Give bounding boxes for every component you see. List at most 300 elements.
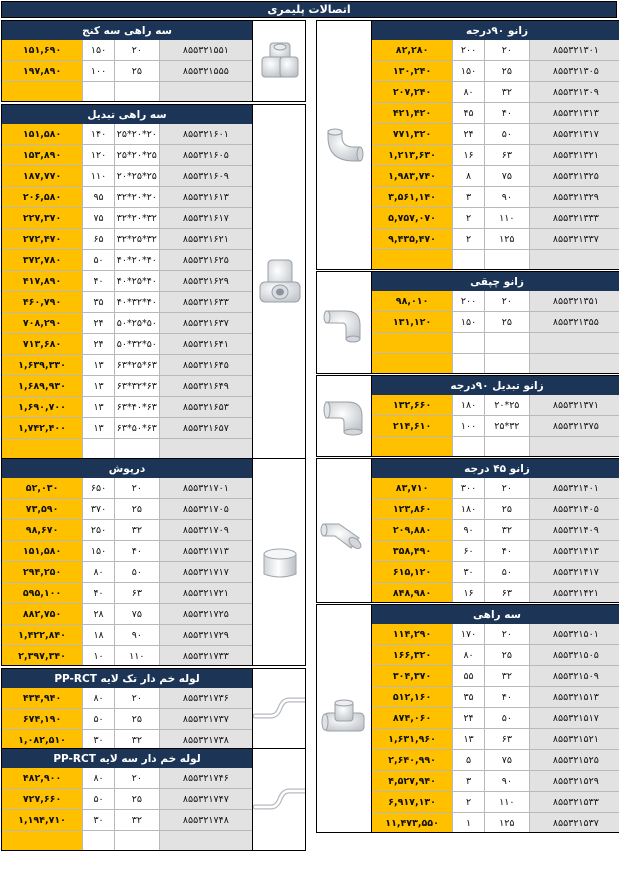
code-cell: ۸۵۵۳۲۱۷۱۷ [159, 562, 252, 582]
table-row [372, 792, 619, 813]
table-row [372, 187, 619, 208]
price-cell: ۱,۶۸۹,۹۳۰ [2, 376, 82, 396]
table-row [372, 750, 619, 771]
code-cell: ۸۵۵۳۲۱۳۳۳ [529, 208, 619, 228]
table-row [372, 61, 619, 82]
price-cell: ۴۸۲,۹۰۰ [2, 768, 82, 788]
size-cell [484, 333, 529, 353]
code-cell [529, 333, 619, 353]
qty-cell: ۲۸ [82, 604, 114, 624]
price-cell: ۶,۹۱۷,۱۳۰ [372, 792, 452, 812]
price-cell: ۷۲۷,۶۶۰ [2, 789, 82, 809]
table-row [372, 103, 619, 124]
qty-cell: ۸۰ [82, 562, 114, 582]
code-cell: ۸۵۵۳۲۱۴۰۹ [529, 520, 619, 540]
qty-cell: ۸۰ [452, 645, 484, 665]
section-table [372, 291, 619, 374]
qty-cell: ۱۰ [82, 646, 114, 666]
corner-tee-fitting-icon [252, 21, 306, 101]
price-cell: ۱,۰۸۲,۵۱۰ [2, 730, 82, 750]
qty-cell: ۷۵ [82, 208, 114, 228]
price-cell: ۲۰۹,۸۸۰ [372, 520, 452, 540]
price-cell [2, 439, 82, 459]
qty-cell: ۶۵ [82, 229, 114, 249]
table-row [2, 292, 252, 313]
price-cell: ۲,۶۴۰,۹۹۰ [372, 750, 452, 770]
table-row [372, 645, 619, 666]
table-row [372, 583, 619, 603]
price-cell: ۴,۵۲۷,۹۴۰ [372, 771, 452, 791]
table-row [372, 208, 619, 229]
elbow90-section [316, 20, 619, 270]
qty-cell: ۵۵ [452, 666, 484, 686]
section-header: زانو چپقی [372, 272, 619, 291]
size-cell: ۳۲ [484, 666, 529, 686]
size-cell: ۹۰ [484, 771, 529, 791]
table-row [372, 354, 619, 374]
price-cell: ۴۱۷,۸۹۰ [2, 271, 82, 291]
price-cell: ۸۲,۲۸۰ [372, 40, 452, 60]
price-cell [372, 250, 452, 270]
section-header: زانو ۹۰درجه [372, 21, 619, 40]
elbow-45-fitting-icon [317, 459, 372, 602]
table-row [2, 271, 252, 292]
size-cell: ۲۵*۲۰*۲۵ [114, 145, 159, 165]
price-cell: ۴۶۰,۷۹۰ [2, 292, 82, 312]
qty-cell: ۹۰ [452, 520, 484, 540]
street-elbow-fitting-icon [317, 272, 372, 373]
size-cell: ۲۰ [114, 688, 159, 708]
code-cell: ۸۵۵۳۲۱۵۰۱ [529, 624, 619, 644]
size-cell: ۶۳ [114, 583, 159, 603]
table-row [372, 333, 619, 354]
code-cell [159, 82, 252, 102]
qty-cell [452, 437, 484, 457]
qty-cell: ۱۸۰ [452, 395, 484, 415]
qty-cell [452, 250, 484, 270]
code-cell: ۸۵۵۳۲۱۴۱۷ [529, 562, 619, 582]
code-cell: ۸۵۵۳۲۱۳۳۷ [529, 229, 619, 249]
size-cell: ۲۰ [484, 478, 529, 498]
code-cell: ۸۵۵۳۲۱۶۱۷ [159, 208, 252, 228]
code-cell: ۸۵۵۳۲۱۶۰۵ [159, 145, 252, 165]
code-cell: ۸۵۵۳۲۱۵۲۱ [529, 729, 619, 749]
qty-cell: ۵ [452, 750, 484, 770]
table-row [372, 312, 619, 333]
qty-cell: ۲۰۰ [452, 40, 484, 60]
code-cell: ۸۵۵۳۲۱۵۳۳ [529, 792, 619, 812]
reducing-elbow-fitting-icon [317, 376, 372, 456]
code-cell: ۸۵۵۳۲۱۵۳۷ [529, 813, 619, 833]
size-cell: ۲۵ [114, 709, 159, 729]
reducing-tee-section [1, 104, 306, 459]
section-header: سه راهی تبدیل [2, 105, 252, 124]
size-cell: ۲۵*۲۰ [484, 395, 529, 415]
price-cell: ۲۰۶,۵۸۰ [2, 187, 82, 207]
qty-cell: ۱۶ [452, 145, 484, 165]
qty-cell: ۱۳ [82, 376, 114, 396]
size-cell [484, 250, 529, 270]
qty-cell: ۱۸ [82, 625, 114, 645]
size-cell: ۷۵ [484, 166, 529, 186]
price-cell: ۷۱۳,۶۸۰ [2, 334, 82, 354]
qty-cell: ۳۰۰ [452, 478, 484, 498]
qty-cell: ۲۵۰ [82, 520, 114, 540]
code-cell: ۸۵۵۳۲۱۷۲۹ [159, 625, 252, 645]
tee-corner-section [1, 20, 306, 102]
size-cell: ۱۱۰ [484, 208, 529, 228]
size-cell: ۶۳ [484, 583, 529, 603]
code-cell: ۸۵۵۳۲۱۶۲۵ [159, 250, 252, 270]
qty-cell [452, 333, 484, 353]
table-row [2, 646, 252, 666]
qty-cell [82, 831, 114, 851]
table-row [372, 229, 619, 250]
price-cell: ۱۹۷,۸۹۰ [2, 61, 82, 81]
table-row [372, 687, 619, 708]
table-row [2, 730, 252, 750]
table-row [372, 478, 619, 499]
cap-fitting-icon [252, 459, 306, 665]
price-cell: ۲,۳۹۷,۳۴۰ [2, 646, 82, 666]
table-row [372, 520, 619, 541]
price-cell: ۱,۶۳۱,۹۶۰ [372, 729, 452, 749]
elbow-street-section [316, 271, 619, 374]
price-cell: ۱۳۰,۲۴۰ [372, 61, 452, 81]
size-cell: ۹۰ [484, 187, 529, 207]
price-cell: ۲۰۷,۲۴۰ [372, 82, 452, 102]
qty-cell: ۱۰۰ [452, 416, 484, 436]
size-cell [114, 831, 159, 851]
qty-cell: ۸۰ [452, 82, 484, 102]
price-cell: ۱۸۷,۷۷۰ [2, 166, 82, 186]
code-cell: ۸۵۵۳۲۱۶۴۹ [159, 376, 252, 396]
price-cell: ۳۷۲,۷۸۰ [2, 250, 82, 270]
size-cell [114, 439, 159, 459]
table-row [2, 768, 252, 789]
code-cell: ۸۵۵۳۲۱۵۲۹ [529, 771, 619, 791]
price-cell: ۱۶۶,۳۲۰ [372, 645, 452, 665]
code-cell: ۸۵۵۳۲۱۳۰۵ [529, 61, 619, 81]
table-row [372, 40, 619, 61]
section-table [2, 688, 252, 750]
size-cell: ۴۰*۲۵*۴۰ [114, 271, 159, 291]
code-cell: ۸۵۵۳۲۱۵۵۱ [159, 40, 252, 60]
code-cell: ۸۵۵۳۲۱۷۲۵ [159, 604, 252, 624]
code-cell: ۸۵۵۳۲۱۳۱۳ [529, 103, 619, 123]
price-cell [2, 82, 82, 102]
size-cell: ۳۲*۲۰*۳۲ [114, 208, 159, 228]
price-cell: ۱۲۳,۸۶۰ [372, 499, 452, 519]
code-cell: ۸۵۵۳۲۱۳۰۱ [529, 40, 619, 60]
price-cell [372, 333, 452, 353]
size-cell [484, 354, 529, 374]
code-cell: ۸۵۵۳۲۱۳۲۹ [529, 187, 619, 207]
code-cell [529, 250, 619, 270]
qty-cell: ۶۰ [452, 541, 484, 561]
price-cell [372, 437, 452, 457]
size-cell: ۲۵ [484, 61, 529, 81]
table-row [372, 624, 619, 645]
size-cell: ۲۰ [484, 40, 529, 60]
section-table [372, 395, 619, 457]
size-cell: ۳۲ [484, 82, 529, 102]
size-cell [114, 82, 159, 102]
size-cell: ۶۳*۴۰*۶۳ [114, 397, 159, 417]
table-row [2, 831, 252, 851]
reducing-tee-fitting-icon [252, 105, 306, 458]
size-cell: ۴۰*۳۲*۴۰ [114, 292, 159, 312]
table-row [2, 418, 252, 439]
qty-cell [452, 354, 484, 374]
qty-cell: ۳۰ [452, 562, 484, 582]
qty-cell: ۱۳ [82, 397, 114, 417]
qty-cell: ۸۰ [82, 768, 114, 788]
section-header: لوله خم دار تک لایه PP-RCT [2, 669, 252, 688]
price-cell: ۱,۹۸۳,۷۴۰ [372, 166, 452, 186]
price-cell: ۱۵۳,۸۹۰ [2, 145, 82, 165]
table-row [2, 355, 252, 376]
qty-cell: ۵۰ [82, 709, 114, 729]
qty-cell: ۳۵ [452, 687, 484, 707]
table-row [2, 810, 252, 831]
qty-cell: ۳ [452, 771, 484, 791]
section-table [372, 40, 619, 270]
code-cell: ۸۵۵۳۲۱۶۱۳ [159, 187, 252, 207]
table-row [372, 437, 619, 457]
size-cell: ۵۰ [484, 562, 529, 582]
price-cell: ۱۱,۴۷۳,۵۵۰ [372, 813, 452, 833]
price-cell: ۷۰۸,۲۹۰ [2, 313, 82, 333]
table-row [2, 376, 252, 397]
size-cell: ۱۲۵ [484, 229, 529, 249]
size-cell: ۴۰ [484, 541, 529, 561]
table-row [2, 478, 252, 499]
code-cell: ۸۵۵۳۲۱۷۲۱ [159, 583, 252, 603]
qty-cell: ۱۳ [452, 729, 484, 749]
price-cell: ۱,۶۹۰,۷۰۰ [2, 397, 82, 417]
price-cell: ۴۳۴,۹۴۰ [2, 688, 82, 708]
table-row [372, 395, 619, 416]
price-cell: ۱,۱۹۴,۷۱۰ [2, 810, 82, 830]
size-cell: ۳۲*۲۵ [484, 416, 529, 436]
equal-tee-fitting-icon [317, 605, 372, 832]
qty-cell: ۱۰۰ [82, 61, 114, 81]
qty-cell: ۳۵ [82, 292, 114, 312]
bent-pipe-icon [252, 669, 306, 749]
table-row [2, 541, 252, 562]
code-cell: ۸۵۵۳۲۱۳۵۵ [529, 312, 619, 332]
size-cell: ۷۵ [114, 604, 159, 624]
table-row [2, 789, 252, 810]
code-cell: ۸۵۵۳۲۱۵۱۷ [529, 708, 619, 728]
table-row [372, 166, 619, 187]
price-cell: ۹۸,۶۷۰ [2, 520, 82, 540]
code-cell: ۸۵۵۳۲۱۷۰۹ [159, 520, 252, 540]
table-row [372, 771, 619, 792]
price-cell: ۱۱۴,۲۹۰ [372, 624, 452, 644]
table-row [2, 709, 252, 730]
page-title: اتصالات پلیمری [1, 1, 617, 18]
code-cell: ۸۵۵۳۲۱۳۵۱ [529, 291, 619, 311]
table-row [372, 541, 619, 562]
code-cell: ۸۵۵۳۲۱۵۵۵ [159, 61, 252, 81]
size-cell: ۲۵ [114, 499, 159, 519]
elbow-90-fitting-icon [317, 21, 372, 269]
price-cell: ۱۵۱,۶۹۰ [2, 40, 82, 60]
code-cell: ۸۵۵۳۲۱۳۲۵ [529, 166, 619, 186]
qty-cell: ۶۵۰ [82, 478, 114, 498]
code-cell [159, 439, 252, 459]
qty-cell: ۲۴ [452, 124, 484, 144]
size-cell: ۳۲ [484, 520, 529, 540]
table-row [372, 666, 619, 687]
table-row [372, 499, 619, 520]
section-table [372, 624, 619, 833]
price-cell: ۱,۶۳۹,۳۳۰ [2, 355, 82, 375]
qty-cell: ۱۵۰ [452, 61, 484, 81]
elbow45-section [316, 458, 619, 603]
qty-cell: ۱۴۰ [82, 124, 114, 144]
table-row [2, 61, 252, 82]
size-cell: ۳۲ [114, 730, 159, 750]
qty-cell: ۵۰ [82, 789, 114, 809]
table-row [372, 250, 619, 270]
table-row [372, 291, 619, 312]
table-row [372, 82, 619, 103]
code-cell: ۸۵۵۳۲۱۴۰۱ [529, 478, 619, 498]
qty-cell: ۱۷۰ [452, 624, 484, 644]
price-cell: ۶۷۴,۱۹۰ [2, 709, 82, 729]
size-cell: ۵۰ [114, 562, 159, 582]
code-cell: ۸۵۵۳۲۱۳۷۵ [529, 416, 619, 436]
bent-triple-section [1, 748, 306, 851]
price-cell: ۸۷۴,۰۶۰ [372, 708, 452, 728]
size-cell: ۶۳*۳۲*۶۳ [114, 376, 159, 396]
table-row [372, 562, 619, 583]
size-cell: ۲۵ [114, 789, 159, 809]
table-row [2, 334, 252, 355]
section-table [2, 478, 252, 666]
code-cell: ۸۵۵۳۲۱۵۱۳ [529, 687, 619, 707]
size-cell: ۵۰ [484, 708, 529, 728]
qty-cell: ۳ [452, 187, 484, 207]
table-row [372, 708, 619, 729]
code-cell: ۸۵۵۳۲۱۶۴۱ [159, 334, 252, 354]
code-cell: ۸۵۵۳۲۱۵۰۹ [529, 666, 619, 686]
section-table [372, 478, 619, 603]
price-cell: ۷۳,۵۹۰ [2, 499, 82, 519]
code-cell: ۸۵۵۳۲۱۴۲۱ [529, 583, 619, 603]
price-cell: ۵,۷۵۷,۰۷۰ [372, 208, 452, 228]
table-row [372, 813, 619, 833]
price-cell: ۲۷۲,۴۷۰ [2, 229, 82, 249]
qty-cell: ۲۴ [82, 313, 114, 333]
size-cell: ۶۳ [484, 145, 529, 165]
price-cell: ۱۳۱,۱۲۰ [372, 312, 452, 332]
size-cell: ۱۱۰ [484, 792, 529, 812]
price-cell [2, 831, 82, 851]
price-cell: ۲۱۴,۶۱۰ [372, 416, 452, 436]
code-cell: ۸۵۵۳۲۱۶۰۹ [159, 166, 252, 186]
section-table [2, 124, 252, 459]
table-row [2, 562, 252, 583]
qty-cell: ۳۰ [82, 810, 114, 830]
code-cell: ۸۵۵۳۲۱۳۰۹ [529, 82, 619, 102]
section-header: لوله خم دار سه لایه PP-RCT [2, 749, 252, 768]
table-row [2, 250, 252, 271]
size-cell: ۶۳ [484, 729, 529, 749]
table-row [2, 82, 252, 102]
table-row [2, 40, 252, 61]
price-cell: ۷۷۱,۳۲۰ [372, 124, 452, 144]
table-row [2, 229, 252, 250]
qty-cell: ۲۰۰ [452, 291, 484, 311]
price-cell: ۸۴۸,۹۸۰ [372, 583, 452, 603]
code-cell: ۸۵۵۳۲۱۷۳۶ [159, 688, 252, 708]
price-cell: ۴۲۱,۴۲۰ [372, 103, 452, 123]
size-cell: ۲۰ [114, 478, 159, 498]
code-cell: ۸۵۵۳۲۱۷۰۱ [159, 478, 252, 498]
size-cell: ۲۰ [484, 624, 529, 644]
price-cell: ۳۰۴,۳۷۰ [372, 666, 452, 686]
code-cell: ۸۵۵۳۲۱۶۳۳ [159, 292, 252, 312]
section-header: درپوش [2, 459, 252, 478]
code-cell [159, 831, 252, 851]
code-cell: ۸۵۵۳۲۱۷۱۳ [159, 541, 252, 561]
code-cell: ۸۵۵۳۲۱۳۲۱ [529, 145, 619, 165]
size-cell: ۲۰*۲۰*۲۵ [114, 124, 159, 144]
code-cell: ۸۵۵۳۲۱۷۰۵ [159, 499, 252, 519]
qty-cell: ۳۰ [82, 730, 114, 750]
table-row [2, 625, 252, 646]
section-header: زانو تبدیل ۹۰درجه [372, 376, 619, 395]
price-cell: ۳۵۸,۴۹۰ [372, 541, 452, 561]
qty-cell: ۱۶ [452, 583, 484, 603]
code-cell: ۸۵۵۳۲۱۶۴۵ [159, 355, 252, 375]
table-row [2, 439, 252, 459]
size-cell: ۲۵ [484, 499, 529, 519]
size-cell: ۲۵ [484, 645, 529, 665]
size-cell: ۹۰ [114, 625, 159, 645]
section-table [2, 768, 252, 851]
qty-cell: ۴۵ [452, 103, 484, 123]
price-cell: ۶۱۵,۱۲۰ [372, 562, 452, 582]
code-cell: ۸۵۵۳۲۱۵۲۵ [529, 750, 619, 770]
price-cell: ۸۸۲,۷۵۰ [2, 604, 82, 624]
size-cell: ۵۰ [484, 124, 529, 144]
table-row [2, 583, 252, 604]
code-cell: ۸۵۵۳۲۱۴۱۳ [529, 541, 619, 561]
price-cell: ۵۹۵,۱۰۰ [2, 583, 82, 603]
code-cell: ۸۵۵۳۲۱۷۳۷ [159, 709, 252, 729]
elbow-reducing-section [316, 375, 619, 457]
table-row [2, 313, 252, 334]
qty-cell: ۱۵۰ [452, 312, 484, 332]
table-row [372, 729, 619, 750]
size-cell: ۵۰*۲۵*۵۰ [114, 313, 159, 333]
price-cell: ۹۸,۰۱۰ [372, 291, 452, 311]
code-cell: ۸۵۵۳۲۱۶۲۹ [159, 271, 252, 291]
size-cell: ۲۵*۲۵*۲۰ [114, 166, 159, 186]
code-cell [529, 354, 619, 374]
section-header: سه راهی [372, 605, 619, 624]
section-header: زانو ۴۵ درجه [372, 459, 619, 478]
price-cell: ۲۹۴,۲۵۰ [2, 562, 82, 582]
qty-cell: ۴۰ [82, 271, 114, 291]
price-cell: ۱۵۱,۵۸۰ [2, 124, 82, 144]
size-cell [484, 437, 529, 457]
